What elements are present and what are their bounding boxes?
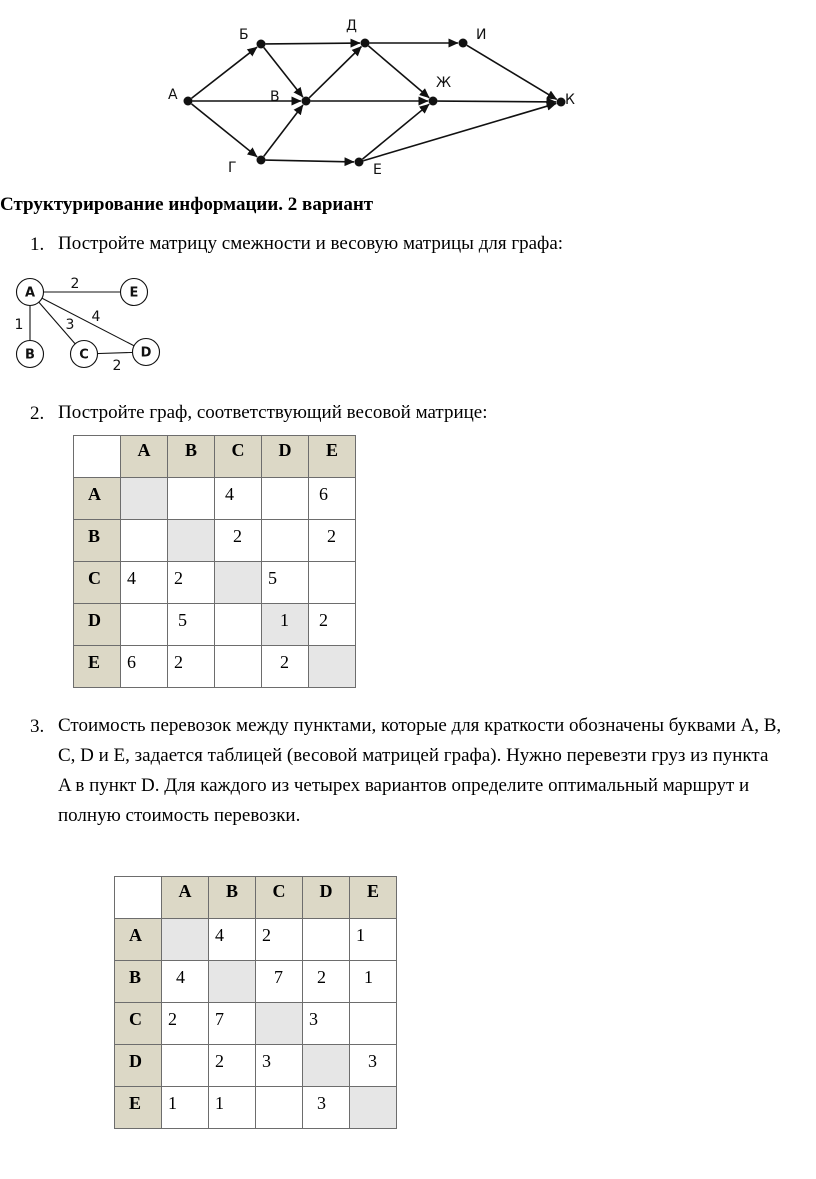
matrix-cell — [168, 520, 215, 562]
node-label: К — [565, 92, 575, 108]
edge-D-Zh — [368, 46, 429, 98]
corner-cell — [74, 436, 121, 478]
matrix-cell: 1 — [262, 604, 309, 646]
row-header: B — [74, 520, 121, 562]
node-label: B — [25, 347, 35, 363]
column-header: A — [121, 436, 168, 478]
table-row — [74, 646, 356, 688]
table-row — [115, 961, 397, 1003]
column-header: D — [303, 877, 350, 919]
matrix-cell: 2 — [162, 1003, 209, 1045]
matrix-cell: 3 — [350, 1045, 397, 1087]
matrix-cell: 2 — [168, 646, 215, 688]
matrix-cell — [350, 1003, 397, 1045]
edge-G-V — [264, 105, 303, 156]
node-label: Е — [373, 162, 382, 178]
node-B — [257, 40, 266, 49]
node-label: E — [129, 285, 139, 301]
node-label: А — [168, 87, 178, 103]
directed-graph — [0, 0, 816, 185]
matrix-cell: 4 — [209, 919, 256, 961]
row-header: C — [74, 562, 121, 604]
matrix-cell — [168, 478, 215, 520]
column-header: C — [256, 877, 303, 919]
matrix-cell — [162, 1045, 209, 1087]
node-label: Д — [346, 18, 357, 34]
node-label: D — [140, 345, 152, 361]
matrix-cell: 6 — [309, 478, 356, 520]
task3-number: 3. — [30, 716, 45, 737]
column-header: D — [262, 436, 309, 478]
table-row — [115, 1087, 397, 1129]
table-row — [74, 520, 356, 562]
table-row — [74, 604, 356, 646]
table-row — [74, 562, 356, 604]
matrix-cell: 4 — [121, 562, 168, 604]
row-header: A — [115, 919, 162, 961]
edge-weight: 2 — [70, 276, 80, 292]
matrix-cell — [303, 1045, 350, 1087]
matrix-cell: 1 — [350, 919, 397, 961]
node-label: A — [24, 285, 36, 301]
matrix-cell — [121, 478, 168, 520]
node-E — [355, 158, 364, 167]
matrix-cell — [121, 520, 168, 562]
column-header: A — [162, 877, 209, 919]
matrix-cell — [121, 604, 168, 646]
column-header: B — [209, 877, 256, 919]
table-row — [115, 919, 397, 961]
column-header: E — [350, 877, 397, 919]
row-header: E — [74, 646, 121, 688]
matrix-cell: 5 — [262, 562, 309, 604]
matrix-cell — [350, 1087, 397, 1129]
table-row — [74, 478, 356, 520]
header-row — [115, 877, 397, 919]
matrix-cell — [256, 1087, 303, 1129]
node-D — [361, 39, 370, 48]
matrix-cell — [209, 961, 256, 1003]
task3-text — [58, 711, 781, 831]
row-header: E — [115, 1087, 162, 1129]
edge-weight: 2 — [112, 358, 122, 374]
matrix-cell: 7 — [209, 1003, 256, 1045]
matrix-cell: 1 — [209, 1087, 256, 1129]
edge-Zh-K — [437, 101, 556, 102]
matrix-cell: 5 — [168, 604, 215, 646]
matrix-cell: 2 — [309, 520, 356, 562]
node-label: И — [476, 27, 487, 43]
matrix-cell — [262, 478, 309, 520]
edge-A-G — [191, 104, 257, 157]
edge-B-D — [265, 43, 360, 44]
page-title: Структурирование информации. 2 вариант — [0, 194, 374, 215]
edge-A-B — [192, 47, 258, 98]
weight-matrix-1 — [73, 435, 356, 688]
matrix-cell: 1 — [350, 961, 397, 1003]
node-I — [459, 39, 468, 48]
matrix-cell: 7 — [256, 961, 303, 1003]
row-header: C — [115, 1003, 162, 1045]
matrix-cell — [303, 919, 350, 961]
weighted-graph — [0, 262, 180, 377]
matrix-cell: 2 — [209, 1045, 256, 1087]
task1-text: Постройте матрицу смежности и весовую матрицы для графа: — [58, 233, 564, 254]
matrix-cell — [215, 562, 262, 604]
task2-text: Постройте граф, соответствующий весовой матрице: — [58, 402, 488, 423]
matrix-cell: 3 — [303, 1087, 350, 1129]
task3-line: A в пункт D. Для каждого из четырех вариантов определите оптимальный маршрут и — [58, 775, 750, 796]
node-Zh — [429, 97, 438, 106]
matrix-cell: 4 — [162, 961, 209, 1003]
matrix-cell — [162, 919, 209, 961]
column-header: C — [215, 436, 262, 478]
task3-line: полную стоимость перевозки. — [58, 805, 301, 826]
node-label: В — [270, 89, 280, 105]
matrix-cell — [215, 646, 262, 688]
node-label: Б — [239, 27, 249, 43]
column-header: B — [168, 436, 215, 478]
matrix-cell: 2 — [309, 604, 356, 646]
matrix-cell: 6 — [121, 646, 168, 688]
edge-weight: 4 — [91, 309, 101, 325]
edge-I-K — [467, 45, 557, 99]
node-label: C — [79, 347, 89, 363]
matrix-cell: 2 — [215, 520, 262, 562]
matrix-cell: 2 — [262, 646, 309, 688]
matrix-cell: 1 — [162, 1087, 209, 1129]
edge-V-D — [309, 47, 361, 98]
table-row — [115, 1003, 397, 1045]
node-label: Г — [228, 160, 237, 176]
header-row — [74, 436, 356, 478]
edge-G-E — [265, 160, 354, 162]
matrix-cell: 3 — [256, 1045, 303, 1087]
matrix-cell: 2 — [303, 961, 350, 1003]
matrix-cell: 4 — [215, 478, 262, 520]
node-V — [302, 97, 311, 106]
corner-cell — [115, 877, 162, 919]
task1-number: 1. — [30, 234, 45, 255]
matrix-cell: 2 — [256, 919, 303, 961]
task3-line: C, D и E, задается таблицей (весовой матрицей графа). Нужно перевезти груз из пункта — [58, 745, 769, 766]
column-header: E — [309, 436, 356, 478]
matrix-cell: 2 — [168, 562, 215, 604]
edge-weight: 1 — [14, 317, 24, 333]
row-header: D — [74, 604, 121, 646]
matrix-cell — [309, 562, 356, 604]
matrix-cell — [309, 646, 356, 688]
row-header: A — [74, 478, 121, 520]
matrix-cell — [215, 604, 262, 646]
task2-number: 2. — [30, 403, 45, 424]
node-G — [257, 156, 266, 165]
row-header: B — [115, 961, 162, 1003]
node-A — [184, 97, 193, 106]
node-label: Ж — [436, 75, 452, 91]
edge-weight: 3 — [65, 317, 75, 333]
weight-matrix-2 — [114, 876, 397, 1129]
matrix-cell: 3 — [303, 1003, 350, 1045]
edge-E-K — [363, 103, 556, 160]
table-row — [115, 1045, 397, 1087]
matrix-cell — [262, 520, 309, 562]
row-header: D — [115, 1045, 162, 1087]
task3-line: Стоимость перевозок между пунктами, которые для краткости обозначены буквами A, B, — [58, 715, 782, 736]
matrix-cell — [256, 1003, 303, 1045]
